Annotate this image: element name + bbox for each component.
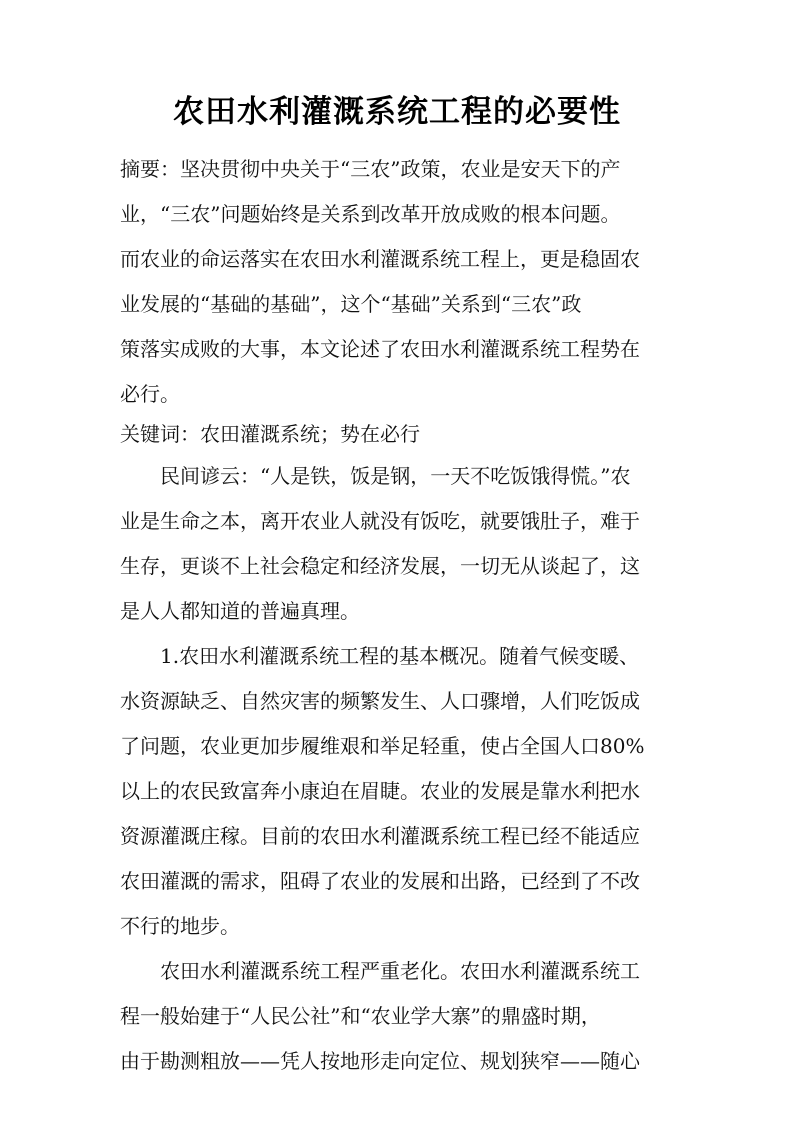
paragraph-1-line-2: 业是生命之本，离开农业人就没有饭吃，就要饿肚子，难于 bbox=[120, 509, 640, 533]
paragraph-1-line-1: 民间谚云：“人是铁，饭是钢，一天不吃饭饿得慌。”农 bbox=[160, 464, 631, 488]
paragraph-3-line-2: 程一般始建于“人民公社”和“农业学大寨”的鼎盛时期， bbox=[120, 1004, 601, 1028]
abstract-line-6: 必行。 bbox=[120, 382, 180, 406]
abstract-line-2: 业，“三农”问题始终是关系到改革开放成败的根本问题。 bbox=[120, 202, 621, 226]
abstract-line-1: 摘要：坚决贯彻中央关于“三农”政策，农业是安天下的产 bbox=[120, 157, 621, 181]
paragraph-1-line-3: 生存，更谈不上社会稳定和经济发展，一切无从谈起了，这 bbox=[120, 554, 640, 578]
paragraph-3-line-3: 由于勘测粗放——凭人按地形走向定位、规划狭窄——随心 bbox=[120, 1049, 640, 1073]
keywords-line: 关键词：农田灌溉系统；势在必行 bbox=[120, 422, 420, 446]
paragraph-2-line-3: 了问题，农业更加步履维艰和举足轻重，使占全国人口80% bbox=[120, 734, 645, 758]
paragraph-2-line-5: 资源灌溉庄稼。目前的农田水利灌溉系统工程已经不能适应 bbox=[120, 824, 640, 848]
abstract-line-5: 策落实成败的大事，本文论述了农田水利灌溉系统工程势在 bbox=[120, 337, 640, 361]
paragraph-3-line-1: 农田水利灌溉系统工程严重老化。农田水利灌溉系统工 bbox=[160, 959, 640, 983]
abstract-line-3: 而农业的命运落实在农田水利灌溉系统工程上，更是稳固农 bbox=[120, 247, 640, 271]
paragraph-2-line-2: 水资源缺乏、自然灾害的频繁发生、人口骤增，人们吃饭成 bbox=[120, 689, 640, 713]
paragraph-2-line-1: 1.农田水利灌溉系统工程的基本概况。随着气候变暖、 bbox=[160, 644, 640, 668]
paragraph-1-line-4: 是人人都知道的普遍真理。 bbox=[120, 599, 360, 623]
document-title: 农田水利灌溉系统工程的必要性 bbox=[173, 94, 621, 130]
abstract-line-4: 业发展的“基础的基础”，这个“基础”关系到“三农”政 bbox=[120, 292, 582, 316]
paragraph-2-line-4: 以上的农民致富奔小康迫在眉睫。农业的发展是靠水利把水 bbox=[120, 779, 640, 803]
paragraph-2-line-7: 不行的地步。 bbox=[120, 914, 240, 938]
paragraph-2-line-6: 农田灌溉的需求，阻碍了农业的发展和出路，已经到了不改 bbox=[120, 869, 640, 893]
